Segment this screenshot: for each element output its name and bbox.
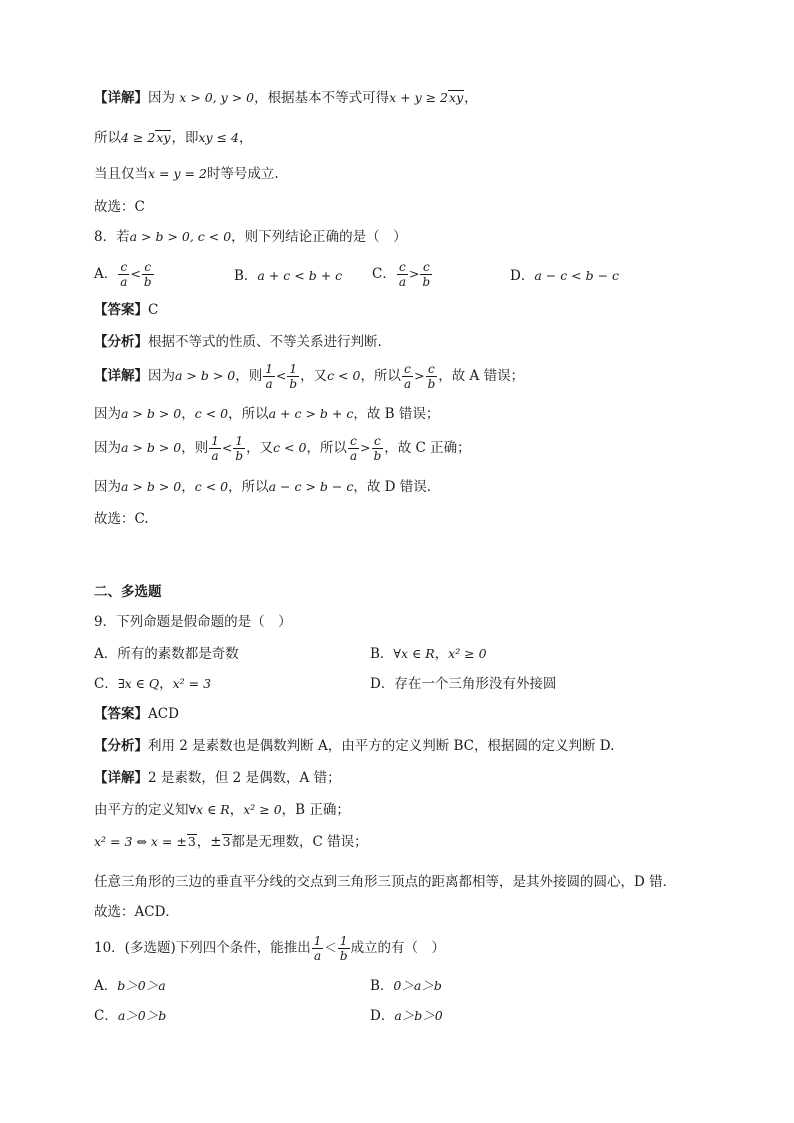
q7-answer: 故选：C (94, 199, 145, 215)
q10-option-d[interactable] (370, 1006, 443, 1026)
detail-tag: 【详解】 (94, 90, 148, 106)
fraction: $\frac{c}{a}$ (403, 362, 412, 391)
text: 2 是素数，但 2 是偶数，A 错； (148, 770, 341, 786)
q9-option-d[interactable]: D．存在一个三角形没有外接圆 (370, 676, 557, 692)
option-label: B． (370, 978, 394, 994)
math-expression: b＞0＞a (117, 978, 166, 993)
math-sqrt: xy (449, 90, 464, 105)
q7-detail-line-1 (94, 88, 478, 108)
math-sqrt: 3 (222, 834, 231, 849)
text: ， (181, 479, 195, 495)
q9-analysis (94, 736, 614, 756)
math-expression: x² = 3 (172, 676, 212, 691)
fraction: $\frac{c}{b}$ (143, 260, 152, 289)
fraction: $\frac{c}{a}$ (349, 434, 358, 463)
text: ，故 C 正确； (384, 440, 471, 456)
q8-answer (94, 300, 158, 320)
math-expression: ∀x ∈ R (393, 646, 435, 661)
q9-answer (94, 704, 179, 724)
text: 所以 (94, 130, 121, 146)
text: ，则下列结论正确的是（ ） (231, 229, 407, 245)
q10-option-b[interactable] (370, 976, 442, 996)
fraction: $\frac{1}{b}$ (289, 362, 298, 391)
fraction: $\frac{c}{b}$ (373, 434, 382, 463)
fraction: $\frac{1}{a}$ (211, 434, 219, 463)
relation: ＜ (324, 940, 337, 955)
text: ，则 (181, 440, 209, 456)
fraction: $\frac{1}{a}$ (265, 362, 273, 391)
text: ， (464, 90, 478, 106)
q9-option-c[interactable] (94, 674, 211, 694)
text: ，又 (246, 440, 274, 456)
math-expression: a＞0＞b (117, 1008, 167, 1023)
q10-option-a[interactable] (94, 976, 166, 996)
fraction: $\frac{c}{b}$ (422, 260, 431, 289)
fraction: $\frac{c}{a}$ (398, 260, 406, 289)
q8-detail-line-4 (94, 477, 431, 497)
text: ，所以 (306, 440, 347, 456)
q9-detail-line-4: 任意三角形的三边的垂直平分线的交点到三角形三顶点的距离都相等，是其外接圆的圆心，D 错． (94, 874, 677, 890)
q9-detail-line-3 (94, 832, 368, 852)
text: ，又 (300, 368, 328, 384)
text: 都是无理数，C 错误； (231, 834, 368, 850)
math-condition: c < 0 (194, 479, 229, 494)
math-condition: c < 0 (194, 406, 229, 421)
math-equality: x = y = 2 (148, 166, 207, 181)
q8-detail-line-1 (94, 362, 524, 391)
q8-option-b[interactable] (234, 266, 342, 286)
text: ，± (196, 834, 222, 850)
relation: < (275, 368, 287, 383)
detail-tag: 【详解】 (94, 368, 148, 384)
q8-detail-line-3 (94, 434, 471, 463)
text: 时等号成立. (206, 166, 279, 182)
math-expression: x² ≥ 0 (448, 646, 487, 661)
q8-option-d[interactable] (510, 266, 619, 286)
analysis-text: 利用 2 是素数也是偶数判断 A，由平方的定义判断 BC，根据圆的定义判断 D. (148, 738, 615, 754)
q8-option-a[interactable] (94, 260, 155, 289)
fraction: $\frac{1}{b}$ (235, 434, 244, 463)
text: 10．(多选题)下列四个条件，能推出 (94, 940, 311, 956)
fraction: $\frac{c}{b}$ (427, 362, 436, 391)
math-expression: a＞b＞0 (394, 1008, 443, 1023)
q9-option-a[interactable]: A．所有的素数都是奇数 (94, 646, 239, 662)
q8-options (94, 260, 714, 290)
q9-option-b[interactable] (370, 644, 487, 664)
analysis-tag: 【分析】 (94, 334, 148, 350)
text: 因为 (148, 90, 175, 106)
q8-detail-line-2 (94, 404, 439, 424)
text: ， (434, 646, 449, 662)
option-label: B． (234, 268, 258, 284)
answer-tag: 【答案】 (94, 706, 148, 722)
relation: < (221, 440, 233, 455)
math-sqrt: xy (156, 130, 171, 145)
answer-value: ACD (148, 706, 179, 722)
math-condition: a > b > 0 (121, 406, 182, 421)
text: 成立的有（ ） (350, 940, 446, 956)
q8-stem (94, 227, 407, 247)
math-result: a − c > b − c (268, 479, 354, 494)
fraction: $\frac{c}{a}$ (120, 260, 128, 289)
q7-detail-line-2 (94, 128, 252, 148)
option-label: C． (94, 1008, 118, 1024)
text: ， (159, 676, 173, 692)
math-condition: c < 0 (273, 440, 307, 455)
text: 因为 (94, 440, 121, 456)
fraction: $\frac{1}{a}$ (313, 934, 322, 963)
detail-tag: 【详解】 (94, 770, 148, 786)
relation: < (130, 266, 141, 281)
section-title: 二、多选题 (94, 584, 162, 600)
text: ，则 (235, 368, 263, 384)
text: ，即 (171, 130, 199, 146)
q8-analysis (94, 332, 382, 352)
math-expression: ∀x ∈ R (188, 802, 230, 817)
relation: > (360, 440, 371, 455)
text: ，故 A 错误； (438, 368, 525, 384)
q9-final: 故选：ACD． (94, 904, 179, 920)
text: 8．若 (94, 229, 130, 245)
math-result: a + c > b + c (268, 406, 354, 421)
text: 由平方的定义知 (94, 802, 189, 818)
text: 因为 (94, 479, 121, 495)
math-condition: a > b > 0, c < 0 (129, 229, 232, 244)
math-result: xy ≤ 4 (198, 130, 239, 145)
q8-option-c[interactable] (372, 260, 433, 289)
math-inequality: 4 ≥ 2 (121, 130, 156, 145)
q10-option-c[interactable] (94, 1006, 166, 1026)
text: ，所以 (228, 479, 269, 495)
math-condition: a > b > 0 (121, 440, 182, 455)
relation: > (414, 368, 425, 383)
math-condition: a > b > 0 (175, 368, 236, 383)
text: ， (181, 406, 195, 422)
text: 当且仅当 (94, 166, 148, 182)
option-label: A． (94, 978, 118, 994)
option-label: C． (94, 676, 118, 692)
math-expression: a − c < b − c (534, 268, 620, 283)
q9-detail-line-2 (94, 800, 350, 820)
math-expression: 0＞a＞b (393, 978, 442, 993)
q8-final: 故选：C. (94, 511, 149, 527)
text: ，故 D 错误. (353, 479, 432, 495)
relation: > (409, 266, 420, 281)
text: 因为 (148, 368, 175, 384)
math-inequality: x + y ≥ 2 (389, 90, 449, 105)
option-label: D． (510, 268, 535, 284)
math-expression: a + c < b + c (257, 268, 343, 283)
text: ， (229, 802, 244, 818)
math-condition: x > 0, y > 0 (179, 90, 255, 105)
math-expression: x² ≥ 0 (243, 802, 282, 817)
text: ， (238, 130, 253, 146)
math-expression: x² = 3 ⇔ x = ± (94, 834, 187, 849)
option-label: B． (370, 646, 394, 662)
text: ，所以 (360, 368, 401, 384)
option-label: C． (372, 266, 396, 282)
option-label: D． (370, 1008, 395, 1024)
math-condition: a > b > 0 (121, 479, 182, 494)
option-label: A． (94, 266, 118, 282)
math-sqrt: 3 (187, 834, 196, 849)
q10-stem (94, 934, 445, 963)
math-expression: ∃x ∈ Q (117, 676, 160, 691)
math-condition: c < 0 (327, 368, 361, 383)
answer-value: C (148, 302, 159, 318)
analysis-text: 根据不等式的性质、不等关系进行判断. (148, 334, 382, 350)
text: ，故 B 错误； (353, 406, 440, 422)
fraction: $\frac{1}{b}$ (339, 934, 348, 963)
q9-stem: 9．下列命题是假命题的是（ ） (94, 614, 292, 630)
analysis-tag: 【分析】 (94, 738, 148, 754)
text: ，B 正确； (281, 802, 350, 818)
text: ，所以 (228, 406, 269, 422)
q9-detail-line-1 (94, 768, 341, 788)
text: ，根据基本不等式可得 (254, 90, 390, 106)
text: 因为 (94, 406, 121, 422)
answer-tag: 【答案】 (94, 302, 148, 318)
q7-detail-line-3 (94, 164, 279, 184)
